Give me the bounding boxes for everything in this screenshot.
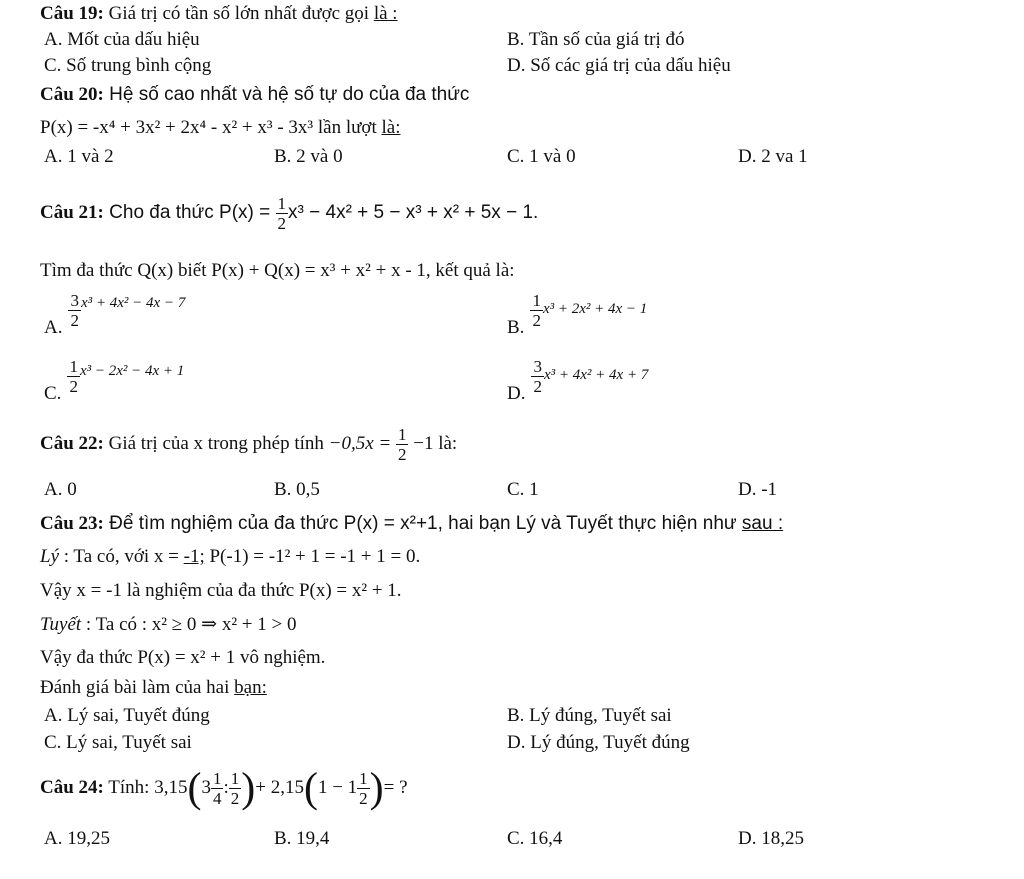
option-expression: x³ − 2x² − 4x + 1 [79,362,185,379]
fraction-denominator: 2 [359,789,368,809]
option-expression: x³ + 4x² − 4x − 7 [80,294,186,311]
fraction-numerator: 1 [277,194,287,213]
option-c[interactable]: C. 1 [507,479,539,500]
left-paren: ( [187,765,202,812]
tuyet-conclusion: Vậy đa thức P(x) = x² + 1 vô nghiệm. [40,647,326,668]
term-b: + 2,15 [255,777,304,798]
option-b[interactable]: B. Tần số của giá trị đó [507,29,685,50]
option-d[interactable]: D. 2 va 1 [738,146,808,167]
fraction-numerator: 1 [69,357,78,376]
fraction [67,358,80,395]
option-c[interactable]: C. Số trung bình cộng [44,55,212,76]
option-d[interactable] [507,357,649,404]
question-tail: là: [433,432,458,454]
ly-value: -1; [183,546,205,567]
question-20 [40,84,469,106]
evaluate-prompt [40,677,267,699]
option-expression: x³ + 2x² + 4x − 1 [542,300,648,317]
question-text: Để tìm nghiệm của đa thức P(x) = x²+1, hai bạn Lý và Tuyết thực hiện như [103,513,742,534]
option-letter: A. [44,316,63,338]
fraction-numerator: 1 [212,769,222,789]
question-text: Giá trị có tần số lớn nhất được gọi [103,3,374,24]
fraction [68,292,81,329]
right-paren: ) [369,765,384,812]
question-label: Câu 23: [40,513,104,534]
term-a: 3,15 [154,777,188,798]
fraction-numerator: 3 [70,291,79,310]
tuyet-name: Tuyết [40,614,82,635]
fraction [531,358,544,395]
option-expression: x³ + 4x² + 4x + 7 [543,366,649,383]
question-24 [40,760,408,816]
question-22 [40,426,457,463]
option-a[interactable]: A. 19,25 [44,828,110,849]
fraction-denominator: 2 [397,445,407,464]
option-c[interactable] [44,357,185,404]
division-sign: : [223,777,229,798]
question-text: Giá trị của x trong phép tính [103,432,329,454]
option-a[interactable]: A. 1 và 2 [44,146,114,167]
fraction-numerator: 1 [359,769,368,789]
ly-text-1: : Ta có, với x = [59,546,184,567]
ly-conclusion: Vậy x = -1 là nghiệm của đa thức P(x) = x² + 1. [40,580,402,601]
option-letter: C. [44,382,62,404]
fraction-denominator: 2 [69,377,78,396]
polynomial-part-1: P(x) = [219,201,276,223]
question-tail: sau : [741,513,784,534]
tuyet-text: : Ta có : x² ≥ 0 ⇒ x² + 1 > 0 [81,614,297,635]
difference: 1 − 1 [317,777,358,798]
mixed-whole: 3 [201,777,211,798]
equation-part-2: −1 [408,432,434,454]
left-paren: ( [303,765,318,812]
option-d[interactable]: D. Số các giá trị của dấu hiệu [507,55,731,76]
polynomial-tail: lần lượt [313,117,382,138]
question-label: Câu 19: [40,3,104,24]
question-21 [40,195,538,232]
option-d[interactable]: D. -1 [738,479,778,500]
option-letter: B. [507,316,525,338]
question-20-polynomial [40,117,400,139]
fraction [276,195,289,232]
option-b[interactable]: B. 19,4 [274,828,330,849]
polynomial-part-2: x³ − 4x² + 5 − x³ + x² + 5x − 1. [288,201,539,223]
option-a[interactable]: A. 0 [44,479,77,500]
option-c[interactable]: C. Lý sai, Tuyết sai [44,732,192,753]
fraction-numerator: 1 [397,425,407,444]
question-text: Cho đa thức [103,201,220,223]
option-b[interactable] [507,291,648,338]
ly-text-2: P(-1) = -1² + 1 = -1 + 1 = 0. [204,546,421,567]
equals-question: = ? [383,777,408,798]
fraction-numerator: 1 [532,291,541,310]
option-a[interactable]: A. Lý sai, Tuyết đúng [44,705,210,726]
fraction [229,770,242,807]
ly-name: Lý [40,546,59,567]
fraction-denominator: 2 [277,214,287,233]
fraction [357,770,370,807]
fraction-numerator: 1 [230,769,240,789]
tuyet-solution [40,614,296,636]
polynomial-tail-underlined: là: [381,117,401,138]
option-b[interactable]: B. 0,5 [274,479,320,500]
option-b[interactable]: B. Lý đúng, Tuyết sai [507,705,672,726]
fraction [530,292,543,329]
question-label: Câu 20: [40,84,104,105]
question-text: Hệ số cao nhất và hệ số tự do của đa thức [103,84,470,105]
option-d[interactable]: D. 18,25 [738,828,804,849]
question-tail: là : [373,3,398,24]
option-letter: D. [507,382,526,404]
option-c[interactable]: C. 1 và 0 [507,146,576,167]
question-19 [40,3,398,25]
right-paren: ) [241,765,256,812]
question-label: Câu 24: [40,777,104,798]
fraction-denominator: 4 [212,789,222,809]
fraction [211,770,224,807]
option-a[interactable]: A. Mốt của dấu hiệu [44,29,200,50]
equation-part-1: −0,5x = [328,432,396,454]
ly-solution [40,546,420,568]
option-b[interactable]: B. 2 và 0 [274,146,343,167]
fraction-numerator: 3 [533,357,542,376]
question-label: Câu 21: [40,201,104,223]
question-21-find: Tìm đa thức Q(x) biết P(x) + Q(x) = x³ + x² + x - 1, kết quả là: [40,260,515,281]
question-23 [40,513,783,535]
question-text: Tính: [103,777,155,798]
evaluate-tail: bạn: [234,677,267,698]
polynomial: P(x) = -x⁴ + 3x² + 2x⁴ - x² + x³ - 3x³ [40,117,314,138]
fraction [396,426,409,463]
evaluate-text: Đánh giá bài làm của hai [40,677,235,698]
fraction-denominator: 2 [230,789,240,809]
fraction-denominator: 2 [533,377,542,396]
question-label: Câu 22: [40,432,104,454]
fraction-denominator: 2 [70,311,79,330]
fraction-denominator: 2 [532,311,541,330]
option-d[interactable]: D. Lý đúng, Tuyết đúng [507,732,690,753]
option-c[interactable]: C. 16,4 [507,828,563,849]
option-a[interactable] [44,291,186,338]
